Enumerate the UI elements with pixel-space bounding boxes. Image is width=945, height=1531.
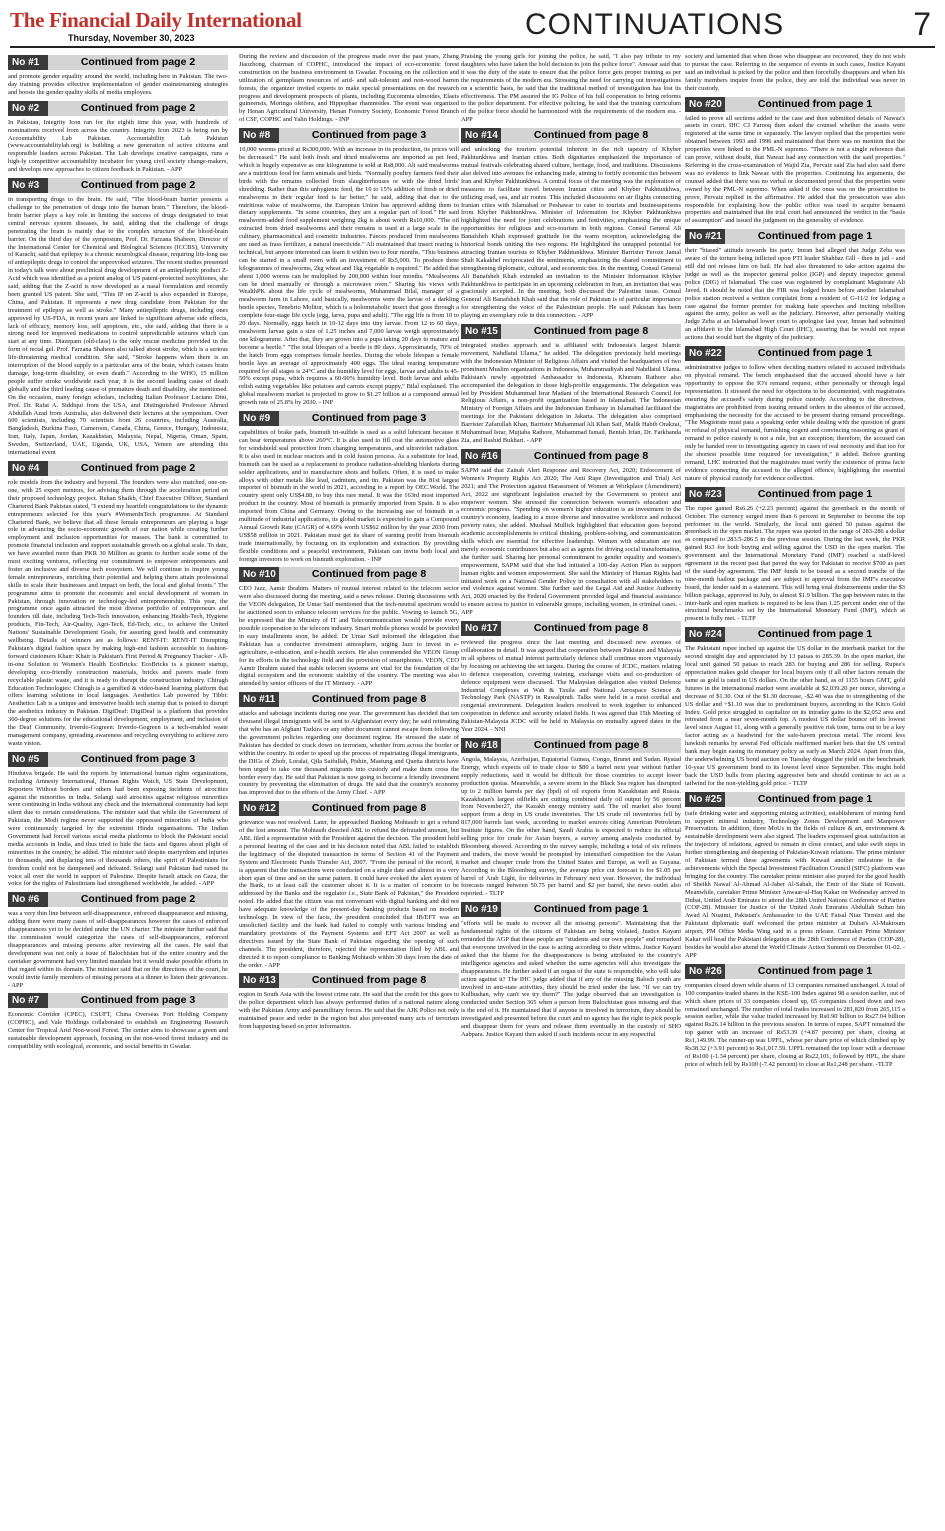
article-body: and promote gender equality around the world, including here in Pakistan. The two-day training provides effective implementation of gender mainstreaming strategies and boosts the gender quality skills of media employees.: [8, 73, 228, 96]
article-body: attacks and sabotage incidents during one year. The government has decided that ten thousand illegal immigrants will be sent to Afghanistan every day; he said reiterating that who has an Afghani Tazkira or any other document cannot escape from following the government policies regarding one document regime. He stressed the state of Pakistan has decided to crack down on terrorism, whether from across the border or within the country. In order to speed up the process of repatriating illegal immigrants, the DIGs of Zhob, Loralai, Qila Saifullah, Pishin, Mastung and Quetta districts have been urged to take one thousand migrants into custody and make them cross the border every day. He said that Pakistan is now going to become a friendly investment country by preventing the elimination of drugs. He said that the country's economy has improved due to the efforts of the Army Chief. - APP: [239, 710, 459, 797]
article-number: No #19: [461, 902, 501, 917]
article-number: No #5: [8, 752, 48, 767]
article: [461, 902, 681, 1039]
continued-from-label: Continued from page 3: [48, 752, 228, 767]
article: [685, 792, 905, 960]
article-body: was a very thin line between self-disappearance, enforced disappearance and missing, adding there were many cases of self-disappearances however the cases of enforced disappearances yet to be decided under the UN charter. The minister further said that the commission would categorize the cases of self-disappearances, enforced disappearances and missing persons after reviewing all the cases. He said that development was not only a issue of Balochistan but of the entire country and the caretaker government had very limited mandate but it would make possible efforts in that regard within its domain. The minister said that on the directions of the court, he would invite family members of missing persons at a dinner to listen their grievances. - APP: [8, 910, 228, 989]
continued-from-label: Continued from page 1: [725, 229, 905, 244]
article-body: reviewed the progress since the last meeting and discussed new avenues of collaboration in detail. It was agreed that cooperation between Pakistan and Malaysia in all spheres of mutual interest particularly defence shall continue more vigorously by focusing on achieving the set targets. During the course of JCDC, matters relating to defence cooperation, covering training, exchange visits and co-production of defence equipment were discussed. The Malaysian delegation also visited Defence Industrial Complexes at Wah & Taxila and National Aerospace Science & Technology Park (NASTP) in Rawalpindi. Talks were held in a most cordial and congenial environment. Delegation leaders resolved to work together to enhanced cooperation in defence and security related fields. It was agreed that 15th Meeting of Pakistan-Malaysia JCDC will be held in Malaysia on mutually agreed dates in the Year 2024. - NNI: [461, 639, 681, 734]
article: [461, 128, 681, 320]
article: [239, 567, 459, 688]
article-header-bar: [8, 178, 228, 193]
article-header-bar: [685, 792, 905, 807]
continued-from-label: Continued from page 8: [279, 801, 459, 816]
article-header-bar: [685, 964, 905, 979]
article-number: No #9: [239, 411, 279, 426]
article-header-bar: [685, 346, 905, 361]
article-header-bar: [685, 627, 905, 642]
article-body: administrative judges to follow when deciding matters related to accused individuals on physical remand. The bench emphasised that the accused should have a fair opportunity to oppose the IO's remand request, either personally or through legal representation. It stressed the need for objections to be documented, with magistrates ensuring the accused's safety during police custody. According to the directives, magistrates are prohibited from issuing remand orders in the absence of the accused, emphasising the necessity for the accused to be present during remand proceedings. "The Magistrate must pass a speaking order while dealing with the question of grant or refusal of physical remand, furnishing cogent and convincing reasoning as grant of remand to police custody is not a rule, but an exception; therefore, the accused can only be handed over to investigating agency in cases of real necessity and that too for the shortest possible time required for investigation," it added. Before granting remand, LHC instructed that the magistrates must verify the existence of prima facie evidence connecting the accused to the alleged offence, highlighting the essential nature of physical custody for evidence collection.: [685, 364, 905, 482]
article-header-bar: [461, 324, 681, 339]
continued-from-label: Continued from page 8: [279, 973, 459, 988]
article-header-bar: [461, 128, 681, 143]
article-header-bar: [685, 229, 905, 244]
column-2: [239, 53, 459, 1523]
continued-from-label: Continued from page 8: [279, 692, 459, 707]
article-number: No #11: [239, 692, 279, 707]
column-4: [685, 53, 905, 1523]
article: [685, 627, 905, 787]
article-body: Economic Corridor (CPEC), CSUFT, China Overseas Port Holding Company (COPHC), and Vale Holdings collaborated to establish an Engineering Research Center for Tropical Arid Non-wood Forest. The center aims to showcase a green and sustainable development approach, focusing on the non-wood forest industry and its compatibility with ecological, economic, and social benefits in Gwadar.: [8, 1011, 228, 1051]
article: [685, 229, 905, 342]
article-header-bar: [239, 411, 459, 426]
article-number: No #22: [685, 346, 725, 361]
article: [239, 801, 459, 969]
article: [461, 53, 681, 124]
article-number: No #6: [8, 892, 48, 907]
article-number: No #25: [685, 792, 725, 807]
article-number: No #13: [239, 973, 279, 988]
continued-from-label: Continued from page 3: [48, 993, 228, 1008]
article-number: No #17: [461, 621, 501, 636]
article-number: No #7: [8, 993, 48, 1008]
article: [8, 178, 228, 457]
continued-from-label: Continued from page 8: [279, 567, 459, 582]
continued-from-label: Continued from page 2: [48, 55, 228, 70]
article-number: No #15: [461, 324, 501, 339]
continued-from-label: Continued from page 2: [48, 178, 228, 193]
article: [239, 411, 459, 563]
article: [239, 973, 459, 1031]
article: [8, 892, 228, 989]
continued-from-label: Continued from page 1: [725, 627, 905, 642]
page-header: [10, 6, 935, 48]
article-header-bar: [461, 902, 681, 917]
article-header-bar: [8, 892, 228, 907]
article-body: CEO Jazz, Aamir Ibrahim. Matters of mutual interest related to the telecom sector were also discussed during the meeting, said a news release. During discussions with the VEON delegation, Dr Umar Saif mentioned that the tech-neutral spectrum would be auctioned soon to enhance telecom services for the public. Vowing to launch 5G, he expressed that the Ministry of IT and Telecommunication would provide every possible cooperation to the telecom industry. Smart mobile phones would be provided in easy installments soon, he added. Dr Umar Saif informed the delegation that Pakistan has a conducive investment atmosphere, urging Jazz to invest in e-agriculture, e-education, and e-health sectors. He also commended the VEON Group for its efforts in the technology field and the provision of smartphones. VEON, CEO Aamir Ibrahim stated that stable telecom systems are vital for the foundation of the digital ecosystem and the economic stability of the country. The meeting was also attended by senior officers of the IT Ministry. - APP: [239, 585, 459, 688]
article: [461, 324, 681, 445]
article: [461, 449, 681, 617]
continued-from-label: Continued from page 8: [501, 128, 681, 143]
article-body: role models from the industry and beyond. The founders were also matched, one-on-one, with 25 expert mentors, for advising them through the acceleration period on their proposed technology project. Rehan Shaikh, Chief Executive Officer, Standard Chartered Bank Pakistan stated, "I extend my heartfelt congratulations to the dynamic entrepreneurs selected for this year's #WomenInTech programme. At Standard Chartered Bank, we believe that all these female entrepreneurs are playing a huge role in advancing the socio-economic growth of our nation while creating further employment and inclusion opportunities for masses. The bank is committed to promote financial inclusion and support sustainable growth on a global scale. To date, we have awarded more than PKR 30 Million as grants to further scale some of the most exciting ventures, reflecting our commitment to empower entrepreneurs and foster an inclusive and diverse tech ecosystem. We will continue to inspire young female entrepreneurs, enriching their potential and helping them attain professional skills to scale their businesses and impact on both, the local and global fronts." The programme aims to promote the economic and social development of women in Pakistan, through innovation or technology-led entrepreneurship. This year, the programme once again attracted the most diverse portfolio of entrepreneurs and founders till date, including Tech-Tech innovation, enhancing Health-Tech, Hygiene products, Fin-Tech, Air-Quality, Agri-Tech, Ed-Tech, etc., to achieve the United Nations' Sustainable Development Goals, for assuring good health and community wellbeing. Details of winners are as follows: RENT-IT: RENT-IT Disrupting Pakistan's digital fashion space by making high-end fashion accessible to fashion-forward customers Khair: Khair is Pakistan's First Period & Pregnancy Tracker - All-in-one Solution to Women's Health EcoBricks: EcoBricks is a pioneer startup, developing eco-friendly construction materials, bricks and pavers made from recyclable plastic waste, and it is ready to disrupt the construction industry. Chiragh Education Technologies: Chiragh is a gamified & video-based learning platform that offers learning solutions in local languages. Aesthetics Lab powered by Tibbi: Aesthetics Lab is a unique and innovative health tech startup that is poised to disrupt the aesthetics industry in Pakistan. DigiDeaf: DigiDeaf is a platform that provides 360-degree solutions for the educational development, employment, and inclusion of the Deaf Community. Irverdo-Gogreen: Irverdo-Gogreen is a tech-enabled waste management company, spreading awareness and recycling everything to achieve zero waste vision.: [8, 478, 228, 747]
article: [461, 738, 681, 898]
article-header-bar: [8, 752, 228, 767]
article-header-bar: [239, 567, 459, 582]
column-3: [461, 53, 681, 1523]
article-number: No #23: [685, 487, 725, 502]
article-number: No #20: [685, 97, 725, 112]
article-number: No #8: [239, 128, 279, 143]
article-body: In Pakistan, Integrity Icon ran for the eighth time this year, with hundreds of nominations received from across the country. Integrity Icon 2023 is being run by Accountability Lab Pakistan. Accountability Lab Pakistan (www.accountabilitylab.org) is building a new generation of active citizens and responsible leaders across Pakistan. The Lab develops creative campaigns, runs a high-ly competitive accountability incubator for young civil society change-makers, and develops new approaches to citizen feedback in Pakistan. - APP: [8, 118, 228, 174]
article-body: their "biased" attitude towards his party. Imran had alleged that Judge Zeba was aware of the torture being inflicted upon PTI leader Shahbaz Gill - then in jail - and still did not release him on bail. He had also threatened to take action against the judge as well as the inspector general police (IGP) and deputy inspector general police (DIG) of Islamabad. The case was registered by complainant Magistrate Ali Javed. It should be noted that the FIR was lodged hours before another Islamabad police station received a written complaint from a resident of G-11/2 for lodging a case against the former premier for making hate speeches and inciting rebellion against the army, police as well as the judiciary. However, after personally visiting Judge Zeba at an Islamabad lower court to apologise last year, Imran had submitted an affidavit to the Islamabad High Court (IHC), assuring that he would not repeat actions that would hurt the dignity of the judiciary.: [685, 247, 905, 342]
article-body: SAPM said that Zainab Alert Response and Recovery Act, 2020; Enforcement of Women's Property Rights Act 2020; The Anti Rape (Investigation and Trial) Act 2021; and The Protection against Harassment of Women at Workplace (Amendment) Act, 2022 are significant legislation enacted by the Government to protect and empower women. She stressed the connection between women's education and economic progress. "Spending on women's higher education is an investment in the country's economy, leading to a more diverse and innovative workforce and reduced poverty rates, she added. Mushaal Mullick highlighted that education goes beyond academic accomplishments to critical thinking, problem-solving, and communication skills which are essential for effective leadership. Women with education are not merely economic contributors but also act as agents for driving social transformation, she further said. Sharing her personal commitment to gender equality and women's empowerment, SAPM said that she had initiated a 100-day Action Plan to support human rights and women empowerment. She said the Ministry of Human Rights had initiated work on a National Gender Policy in consultation with all stakeholders to end violence against women. She further said the Legal Aid and Justice Authority Act, 2020 enacted by the Federal Government provided legal and financial assistance to ensure access to justice to vulnerable groups, including women, in criminal cases. - APP: [461, 466, 681, 617]
article: [8, 993, 228, 1051]
article-body: (safe drinking water and supporting mining activities), establishment of mining fund to support mineral industry, Technology Zones Development and Manpower Preservation. In addition, three MoUs in the fields of culture & art, environment & sustainable development were also signed. The leaders expressed great satisfaction at the trajectory of relations, agreed to remain in close contact, and take swift steps in further strengthening and deepening of Pakistan-Kuwait relations. The prime minister of Pakistan termed these agreements with Kuwait another milestone in the achievements which the Special Investment Facilitation Council (SIFC) platform was bringing for the country. The caretaker prime minister also prayed for the good health of Sheikh Nawaf Al-Ahmad Al-Jaber Al-Sabah, the Emir of the State of Kuwait. Meanwhile, caretaker Prime Minister Anwaar-ul-Haq Kakar on Wednesday arrived in Dubai, United Arab Emirates to attend the 28th United Nations Conference of Parties (COP-28). Minister for Justice of the United Arab Emirates Abdullah Sultan bin Awad Al Nuaimi, Pakistan's Ambassador to the UAE Faisal Niaz Tirmizi and the Pakistani diplomatic staff welcomed the prime minister at Dubai's Al-Maktoum airport, PM Office Media Wing said in a press release. Caretaker Prime Minister Kakar will head the Pakistani delegation at the 28th Conference of Parties (COP-28), besides he would also attend the World Climate Action Summit on December 01-02. - APP: [685, 809, 905, 959]
article: [685, 346, 905, 483]
article-number: No #2: [8, 101, 48, 116]
masthead: The Financial Daily International: [10, 8, 302, 32]
article-body: "efforts will be made to recover all the missing persons". Maintaining that the fundamental rights of the citizens of Pakistan are being violated, Justice Kayani reminded the AGP that these people are "students and our own people" and remarked that everyone involved in the case is acting according to their whims. Justice Kayani asked that the blame for the disappearances is being attributed to the country's intelligence agencies and asked whether the same agencies will also investigate the disappearances. He further asked if an organ of the state is responsible, who will take action against it? The IHC judge added that if any of the missing Baloch youth are involved in anti-state activities, they should be tried under the law. "If we can try Kulbushan, why can't we try them?" The judge observed that an investigation is conducted under Section 365 when a person from Balochistan goes missing and that is the end of it. He maintained that if anyone is involved in terrorism, they should be investigated and presented before the court and no agency has the right to pick people and disappear them for years and release them eventually in the custody of SHO Aabpara. Justice Kayani then asked if such incidents occur in any respectful: [461, 920, 681, 1038]
article-body: companies closed down while shares of 13 companies remained unchanged. A total of 100 companies traded shares in the KSE-100 Index against 98 a session earlier, out of which share prices of 33 companies closed up, 65 companies closed down and two remained unchanged. The number of total trades increased to 281,820 from 265,115 a session earlier, while the value traded increased by Rs0.90 billion to Rs27.04 billion against Rs26.14 billion in the previous session. In terms of rupee, SAPT remained the top gainer with an increase of Rs53.39 (+4.87 percent) per share, closing at Rs1,149.99. The runner-up was UPFL, whose per share price of which climbed up by Rs38.32 (+3.91 percent) to Rs1,017.59. UPFL remained the top loser with a decrease of Rs100 (-1.34 percent) per share, closing at Rs22,101, followed by HPL, the share price of which fell by Rs100 (-7.42 percent) to close at Rs1,248 per share. -TLTP: [685, 981, 905, 1068]
article: [685, 487, 905, 624]
article-body: failed to prove all sections added to the case and then submitted details of Nawaz's assets in court. IHC CJ Farooq then asked the counsel whether the assets were registered at the same time or separately. The lawyer replied that the properties were obtained between 1993 and 1996 and maintained that there was no mention that the properties were linked to the PML-N supremo. "There is not a single reference that can prove, without doubt, that Nawaz had any connection with the said properties." Referring to the cross-examination of Wajid Zia, Pervaiz said Zia had also said there was no evidence to link Nawaz with the properties. Continuing his arguments, the counsel added that there was no verbal or documented proof that the properties were owned by the PML-N supremo. When asked if the onus was on the prosecution to prove, Pervaiz replied in the affirmative. He added that the prosecution was also responsible for explaining how the public office was used to acquire benaami properties and maintained that the trial court had announced the verdict in the "basis of assumption" and issued the judgment on the generality of evidence.: [685, 114, 905, 225]
article-header-bar: [239, 973, 459, 988]
article: [8, 752, 228, 889]
continued-from-label: Continued from page 1: [501, 902, 681, 917]
article: [685, 53, 905, 93]
section-title: CONTINUATIONS: [525, 8, 785, 41]
article: [461, 621, 681, 734]
continued-from-label: Continued from page 1: [725, 487, 905, 502]
article: [8, 101, 228, 174]
continued-from-label: Continued from page 1: [725, 97, 905, 112]
article-header-bar: [239, 692, 459, 707]
article-body: capabilities of brake pads, bismuth tri-sulfide is used as a solid lubricant because it can bear temperatures above 260°C. It is also used to fill coat the automotive glass for windshield seal protection from changing temperatures, and ultraviolet radiation. It is also used in nuclear reactors and in cold fusion process. As a substitute for lead, bismuth can be used as a replacement to produce radiation-shielding blankets during solder applications, and to manufacture shots and bullets. Often, it is used to make alloys with other metals like lead, cadmium, and tin. Pakistan was the 81st largest importer of bismuth in the world in 2021, according to a report by OEC.World. The country spent only US$4.88, to buy this rare metal. It was the 163rd most imported product in the country. Most of bismuth is primarily imported from Spain. It is also imported from China and Germany. Owing to the increasing use of bismuth in a multitude of industrial applications, its global market is expected to gain a Compound Annual Growth Rate (CAGR) of 4.69% worth US$62 million by the year 2030 from US$58 million in 2021. Pakistan must get its share of earning profit from bismuth trade internationally, by focusing on its exploration and extraction. By providing flexible conditions and a peaceful environment, Pakistan can invite both local and foreign investors to work on bismuth exploration. - INP: [239, 429, 459, 563]
article-header-bar: [685, 97, 905, 112]
article-header-bar: [239, 128, 459, 143]
dateline: Thursday, November 30, 2023: [68, 33, 195, 43]
article-number: No #26: [685, 964, 725, 979]
continued-from-label: Continued from page 3: [279, 128, 459, 143]
article-body: society and lamented that when those who disappear are recovered, they do not wish to pursue the case. Referring to the sequence of events in such cases, Justice Kayani said an individual is picked by the police and then forcefully disappears and when his family members inquire from the police, they are told the individual was never in their custody.: [685, 53, 905, 92]
article-body: in transporting drugs to the brain. He said, "The blood-brain barrier presents a challenge to the penetration of drugs into the human brain." Therefore, the blood-brain barrier plays a key role in limiting the success of drugs designated to treat central nervous system diseases, he said, adding that the challenge of drugs penetrating the brain is mainly due to the complex structure of the blood-brain barrier. On the third day of the symposium, Prof. Dr. Farzana Shaheen, Director of the International Center for Chemical and Biological Sciences (ICCBS), University of Karachi, said that epilepsy is a chronic neurological disease, requiring life-long use of antiepileptic drugs to control the unprovoked seizures. The recent studies presented in today's talk were about preclinical drug development of an antiepileptic product Z-Acid which was identified as a potent analog of US patent-protected isoxylitones, she said, adding that the Z-acid is now developed as a nasal formulation and recently been granted US patent. She said, "This IP on Z-acid is also expanded in Europe, China, and Pakistan. It represents a new drug candidate from Pakistan for the treatment of epilepsy as well as stroke." Many antiepileptic drugs, including ones approved by US-FDA, in recent years are linked to significant adverse side effects, lack of efficacy, memory loss, self apoptosis, etc., she said, adding that there is a strong need for improved medications to control unpredictable seizures which can start at any time. Diazepam (old-class) is the only rescue medicine provided in the form of rectal gel. Prof. Farzana Shaheen also talked about stroke, which is a serious life-threatening medical condition. She said, "Stroke happens when there is an interruption of the blood supply to a particular area of the brain, which causes brain damage, long-term disability, or even death." According to the WHO, 15 million people suffer stroke worldwide each year, it is the second leading cause of death globally and the third leading cause of premature death and disability, she mentioned. On the occasion, many foreign scholars, including Italian Professor Luciano Dini, Prof. Dr. Rafat A. Siddiqui from the USA, and Distinguished Professor Ahmed Abdullah Azad from Australia, also delivered their lectures at the symposium. Over 600 scientists, including 70 scientists from 26 countries, including Australia, Bangladesh, Burkina Faso, Cameroon, Canada, China, Greece, Hungary, Indonesia, Iran, Italy, Japan, Jordan, Kazakhstan, Malaysia, Nepal, Nigeria, Oman, Spain, Sweden, Switzerland, UAE, Uganda, UK, USA, Yemen are attending this international event: [8, 196, 228, 457]
continued-from-label: Continued from page 8: [501, 738, 681, 753]
article-header-bar: [8, 461, 228, 476]
article-header-bar: [461, 621, 681, 636]
article-number: No #12: [239, 801, 279, 816]
article-number: No #21: [685, 229, 725, 244]
continued-from-label: Continued from page 1: [725, 346, 905, 361]
article-number: No #16: [461, 449, 501, 464]
article-body: Praising the young girls for joining the police, he said, "I also pay tribute to my daughters who have taken the bold decision to join the police force". Anwaar said that it was the duty of the state to ensure that the police force gets proper training as per the requirements of the modern era. Stressing the need for carrying out investigations on a scientific basis, he said that the traditional method of investigation has lost its effectiveness. The PM assured the IG Police of his full cooperation to bring reforms to the police department. For effective policing, he said that the training curriculum of the police force should be harmonized with the requirements of the modern era. - APP: [461, 53, 681, 124]
continued-from-label: Continued from page 1: [725, 792, 905, 807]
continued-from-label: Continued from page 2: [48, 892, 228, 907]
article-body: Hindutva brigade. He said the reports by international human rights organizations, including Amnesty International, Human Rights Watch, US State Development, Reporters Without borders and others had been exposing incidents of atrocities against the minorities in India. Solangi said atrocities against religious minorities were continuing in India without any check and the international community had kept silent due to certain considerations. The minister said that while the Government of Pakistan, the Modi regime never supported the oppressed minorities of India who were continuously targeted by the extremist Hindu organisations. The Indian Government had forced various social media platforms to block the Pakistani social media accounts in India, and thus tried to hide the facts and figures about plight of minorities in the country, he added. The minister said despite martyrdom and injuries to thousands, and displacing tens of thousands others, the spirit of Palestinians for freedom could not be dampened and defeated. Solangi said Pakistan had raised its voice all over the world in support of Palestine. Despite Israeli attack on Gaza, the voice for the rights of Palestinians had strengthened worldwide, he added. - APP: [8, 769, 228, 888]
article-number: No #10: [239, 567, 279, 582]
article-number: No #3: [8, 178, 48, 193]
article-number: No #18: [461, 738, 501, 753]
article-header-bar: [239, 801, 459, 816]
article: [685, 964, 905, 1069]
article-header-bar: [8, 55, 228, 70]
article-body: 10,000 worms priced at Rs300,000. With an increase in its production, its prices will be decreased." He said both fresh and dried mealworms are imported as pet feed, which is hugely expensive as one kilogramme is sold at Rs8,000. Ali said mealworms are a nutritious food for farm animals and birds. "Normally poultry farmers feed their birds with the remains collected from slaughterhouses or with the dried birds' shredding. Rather than this unhygienic feed, the 10 to 15% addition of fresh or dried mealworms in their regular feed is far better," he said, adding that due to the nutritious value of mealworms, the European Union has approved adding them to dietary supplements. "In some countries, they are a regular part of food." He said mealworm-added food supplement weighing 2kg is about worth Rs10,000. "The oil extracted from dried mealworms and their remains is used at a large scale in the culinary, pharmaceutical and cosmetic industries. Faeces produced from mealworms are used as frass fertilizer, a natural insecticide." Ali maintained that insect rearing is technical, but anyone interested can learn it within two to four months. "This business can be started in a small room with an investment of Rs5,000. To produce three kilogrammes of mealworms, 2kg wheat and 1kg vegetable is required." He added that about 1,000 worms can be multiplied by 200,000 within four months. "Mealworms can be dried manually or through a microwave oven." Sharing his views with WealthPK about the life cycle of mealworms, Muhammad Bilal, manager of a mealworm farm in Lahore, said basically, mealworms were the larvae of a darkling beetle species, Tenebrio Molitor, which is a holometabolic insect that goes through a complete four-stage life cycle (egg, larva, pupa and adult). "The egg life is from 10 to 20 days. Normally, eggs hatch in 10-12 days into tiny larvae. From 12 to 60 days, mealworm larvae gain a size of 1.25 inches and 7,000 larvae weigh approximately one kilogramme. After that, they are grown into a pupa taking 20 days to mature and become a beetle." "The total lifespan of a beetle is 80 days. Approximately, 70% of the hatch from eggs comprises female beetles. During the whole lifespan a female beetle lays an average of approximately 400 eggs. The ideal rearing temperature required for all stages is 24°C and the humidity level for eggs, larvae and adults is 45-50% except pupa, which requires a 60-90% humidity level. Both larvae and adults relish eating vegetables like potatoes and carrots except puppy," Bilal explained. The global mealworm market is projected to grow to $1.27 billion at a compound annual growth rate of 25.8% by 2030. - INP: [239, 146, 459, 407]
article-number: No #14: [461, 128, 501, 143]
continued-from-label: Continued from page 8: [501, 324, 681, 339]
article: [685, 97, 905, 226]
article: [8, 461, 228, 748]
article: [239, 692, 459, 797]
article-body: integrated studies approach and is affiliated with Indonesia's largest Islamic movement, Nahdlatul Ulama," he added. The delegation previously held meetings with the Indonesian Minister of Religious Affairs and visited the headquarters of two prominent Muslim organizations in Indonesia, Muhammadiyah and Nahdlatul Ulama. Pakistan's newly appointed Ambassador to Indonesia, Khurram Rathore also accompanied the delegation to those high-profile engagements. The delegation was led by President Muhammad Israr Madani of the International Research Council for Religious Affairs, a non-profit organization based in Islamabad. The Indonesian Ministry of Foreign Affairs and the Indonesian Embassy in Islamabad facilitated the meetings for the Pakistani delegation in Jakarta. The delegation also comprised Barrister Zafarullah Khan, Barrister Muhammad Ali Khan Saif, Malik Habib Orakzai, Muhammad Israr, Mujtaba Rathore, Muhammad Ismail, Benish Irfan, Dr. Farkhanda Zia, and Rashid Bukhari. - APP: [461, 342, 681, 444]
article-body: The rupee gained Rs6.26 (+2.23 percent) against the greenback in the month of October. The currency surged more than 6 percent in September to become the top performer in the world. Similarly, the local unit gained 50 paisas against the greenback in the open market. The rupee was quoted in the range of 283-286 a dollar as compared to 283.5-286.5 in the previous session. During the last week, the PKR gained Rs3 for both buying and selling against the USD in the open market. The government and the International Monetary Fund (IMF) reached a staff-level agreement in the recent past that paved the way for Pakistan to receive $700 as part of the stand-by agreement. The IMF funds to be issued as a second tranche of the nine-month bailout package and are subject to approval from the IMF's executive board, the lender said in a statement. This will bring total disbursements under the $3 billion package, approved in July, to almost $1.9 billion. The gap between rates in the inter-bank and open markets is required to be less than 1.25 percent under one of the structural benchmarks set by the International Monetary Fund (IMF), which at present is fully met. - TLTP: [685, 504, 905, 623]
article: [8, 55, 228, 97]
continued-from-label: Continued from page 8: [501, 621, 681, 636]
article-body: and unlocking the tourism potential inherent in the rich tapestry of Khyber Pakhtunkhwa and Iranian cities. Both dignitaries emphasized the importance of mutual festivals celebrating shared culture, heritage, food, and traditions. Discussions also delved into avenues for enhancing trade, aiming to fortify economic ties between Iran and Khyber Pakhtunkhwa. A central focus of the meeting was the exploration of measures to facilitate travel between Iranian cities and Khyber Pakhtunkhwa, utilizing road, sea, and air routes. This included discussions on air flights connecting Iranian cities with Islamabad or Peshawar to cater to tourists and businesspersons from Khyber Pakhtunkhwa. Minister of Information for Khyber Pakhtunkhwa highlighted the need for joint celebrations and festivities, emphasizing the unique opportunities for religious and eco-tourism in both regions. Consul General Ali Banafsheh Khah expressed gratitude for the warm reception, acknowledging the historical bonds uniting the two regions. He highlighted the untapped potential for attracting Iranian tourists to Khyber Pakhtunkhwa. Minister Barrister Feroze Jamal Shah Kakakhel reciprocated the sentiments, emphasizing the shared commitment to strengthening diplomatic, cultural, and economic ties. In the meeting, Consul General Ali Banafsheh Khah extended an invitation to the Minister Information Khyber Pakhtunkhwa to participate in an upcoming celebration in Iran, an invitation that was graciously accepted. In the meeting, both discussed the Palestine issue. Consul General Ali Banafsheh Khah said that the role of Pakistan is of particular importance for strengthening the voice of the Palestinian people. He said Pakistan has been playing an exemplary role in this connection. - APP: [461, 146, 681, 320]
continued-from-label: Continued from page 1: [725, 964, 905, 979]
column-1: [8, 53, 228, 1523]
article-number: No #1: [8, 55, 48, 70]
continued-from-label: Continued from page 8: [501, 449, 681, 464]
article-header-bar: [685, 487, 905, 502]
article: [239, 128, 459, 407]
continued-from-label: Continued from page 2: [48, 461, 228, 476]
article-body: Angola, Malaysia, Azerbaijan, Equatorial Guinea, Congo, Brunei and Sudan. Rystad Energy, which expects oil to trade close to $80 a barrel next year without further supply reductions, said it would be difficult for those countries to accept lower production quotas. Meanwhile, a severe storm in the Black Sea region has disrupted up to 2 million barrels per day (bpd) of oil exports from Kazakhstan and Russia. Kazakhstan's largest oilfields are cutting combined daily oil output by 56 percent from November27, the Kazakh energy ministry said. The oil market also found support from a drop in US crude inventories. The US crude oil inventories fell by 817,000 barrels last week, according to market sources citing American Petroleum Institute figures. On the other hand, Saudi Arabia is expected to reduce its official selling price for crude for Asian buyers, a survey among analysts conducted by Bloomberg showed. According to the survey sample, including a total of six refiners and traders, the move would be prompted by intensified competition for the Asian market and cheaper crude from the United States and Europe, as well as Guyana. According to the Bloomberg survey, the average price cut forecast is for $1.05 per barrel of Arab Light, for deliveries in February next year. However, the individual forecasts ranged between 50.75 per barrel and $2 per barrel, the news outlet also reported. - TLTP: [461, 755, 681, 898]
article: [239, 53, 459, 124]
article-body: grievance was not resolved. Later, he approached Banking Mohtasib to get a refund of the lost amount. The Mohtasib directed ABL to refund the defrauded amount, but ABL filed a representation with the President against the decision. The president held a personal hearing of the case and in his decision noted that ABL failed to establish the legitimacy of the disputed transaction in terms of Section 41 of the Payment System and Electronic Funds Transfer Act, 2007. "From the perusal of the record, it is apparent that the transactions were conducted on a single date and almost in a very short span of time and on the same pattern. It could have evoked the alert system of the Bank, to at least call the customer about it. It is a matter of concern to be addressed by the Banks and the regulator i.e., State Bank of Pakistan," the President noted. He added that the citizen was not conversant with digital banking and did not have adequate knowledge of the present-day banking products based on modern technology. In view of the facts, the president concluded that IB/EFT was an unsolicited facility and the bank had failed to comply with various binding and mandatory provisions of the Payment Systems and EFT Act 2007 as well as directives issued by the State Bank of Pakistan regarding the opening of such channels. The president, therefore, rejected the representation filed by ABL and directed it to report compliance to Banking Mohtasib within 30 days from the date of the order. - APP: [239, 819, 459, 969]
article-body: region in South Asia with the lowest crime rate. He said that the credit for this goes to the police department which has always performed duties of a national nature along with the Pakistan Army and paramilitary forces. He said that the AJK Police not only maintained peace and order in the region but also prevented many acts of terrorism from happening based on prior information.: [239, 991, 459, 1031]
article-header-bar: [8, 101, 228, 116]
article-body: During the review and discussion of the progress made over the past years, Zhang Jiaozhong, chairman of COPHC, introduced the impact of eco-economic forest construction on the business environment in Gwadar. Focusing on the collection and utilization of germplasm resources of arid- and salt-tolerant and non-wood barren forests, the organizer invited experts to make special presentations on the research progress and development prospects of plants, including Eucommia ulmoides, Elaeis guineensis, Moringa oleifera, and Hippophae rhamnoides. The event was organized by Henan Agricultural University, Henan Forestry Society, Economic Forest Branch of CSF, COPHC and Yalin Holdings. - INP: [239, 53, 459, 124]
continued-from-label: Continued from page 2: [48, 101, 228, 116]
page-number: 7: [913, 6, 931, 42]
article-number: No #4: [8, 461, 48, 476]
article-body: The Pakistani rupee inched up against the US dollar in the interbank market for the second straight day and appreciated by 13 paisas to 285.39. In the open market, the local unit gained 50 paisas to reach 283 for buying and 286 for selling. Rupee's appreciation makes gold cheaper for local buyers only if all other factors remain the same as gold is rated in US dollars. On the other hand, as of 1155 hours GMT, gold futures in the international market were available at $2,039.20 per ounce, showing a decrease of $1.30. Out of the $1.30 decrease, -$2.40 was due to strengthening of the US dollar and +$1.10 was due to predominant buyers, according to the Kitco Gold Index. Gold price struggled to capitalize on its intraday gains to the $2,052 area and retreated from a near seven-month top. A modest US dollar bounce off its lowest level since August 11, along with a generally positive risk tone, turns out to be a key factor acting as a headwind for the safe-haven precious metal. The recent less hawkish remarks by several Fed officials reaffirmed market bets that the US central bank may begin easing its monetary policy as early as March 2024. Apart from this, the underwhelming US bond auction on Tuesday dragged the yield on the benchmark 10-year US government bond to its lowest level since September. This might hold back the USD bulls from placing aggressive bets and should continue to act as a tailwind for the non-yielding gold price. - TLTP: [685, 645, 905, 787]
article-header-bar: [8, 993, 228, 1008]
article-header-bar: [461, 449, 681, 464]
article-number: No #24: [685, 627, 725, 642]
continued-from-label: Continued from page 3: [279, 411, 459, 426]
article-header-bar: [461, 738, 681, 753]
